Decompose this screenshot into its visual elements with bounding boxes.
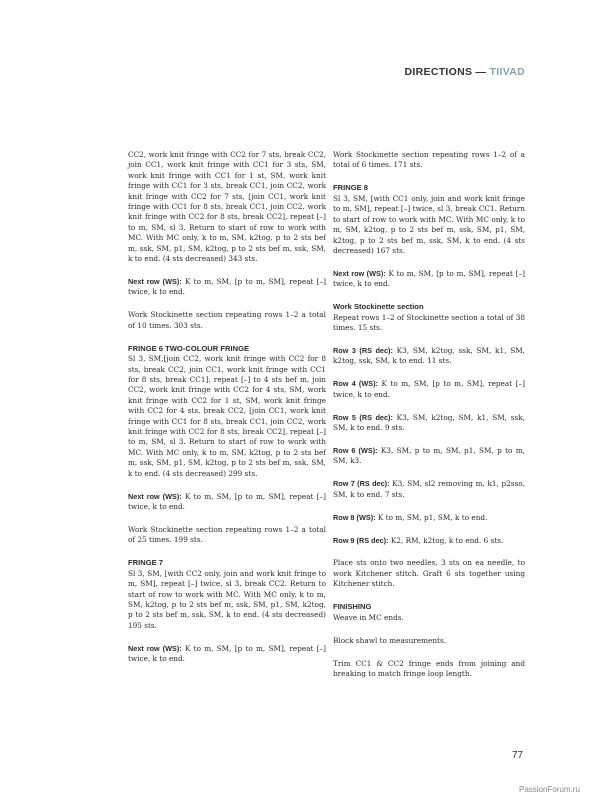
left-column	[128, 150, 326, 677]
section-text: Weave in MC ends.	[333, 612, 404, 622]
section	[333, 183, 525, 256]
paragraph	[333, 446, 525, 467]
section-text: Sl 3, SM, [with CC2 only, join and work knit fringe to m, SM], repeat [–] twice, sl 3, break CC2. Return to start of row to work with MC. With MC only, k to m, SM, k2tog, p to 2 sts bef m, ssk, SM, p1, SM, k2tog, p to 2 sts bef m, ssk, SM, k to end. (4 sts decreased) 195 sts.	[128, 568, 326, 630]
paragraph	[333, 479, 525, 500]
row-text: K3, SM, k2tog, SM, k1, SM, ssk, SM, k to end. 9 sts.	[333, 412, 525, 433]
row-label: Next row (WS):	[128, 643, 182, 653]
paragraph	[333, 269, 525, 290]
paragraph: Work Stockinette section repeating rows 1–2 a total of 25 times. 199 sts.	[128, 524, 326, 545]
paragraph: CC2, work knit fringe with CC2 for 7 sts, break CC2, join CC1, work knit fringe with CC1 for 3 sts, SM, work knit fringe with CC1 for 1 st, SM, work knit fringe with CC1 for 3 sts, break CC1, join CC2, work knit fringe with CC2 for 7 sts, [join CC1, work knit fringe with CC1 for 8 sts, break CC1, join CC2, work knit fringe with CC2 for 8 sts, break CC2], repeat [–] to m, SM, sl 3. Return to start of row to work with MC. With MC only, k to m, SM, k2tog, p to 2 sts bef m, ssk, SM, p1, SM, k2tog, p to 2 sts bef m, ssk, SM, k to end. (4 sts decreased) 343 sts.	[128, 150, 326, 264]
row-text: K to m, SM, [p to m, SM], repeat [–] twice, k to end.	[128, 491, 326, 511]
row-text: K to m, SM, [p to m, SM], repeat [–] twice, k to end.	[333, 379, 526, 399]
row-label: Row 8 (WS):	[333, 512, 376, 522]
section	[128, 344, 326, 479]
paragraph	[333, 513, 525, 523]
row-label: Row 3 (RS dec):	[333, 346, 393, 356]
header-pattern-name: TIIVAD	[489, 66, 525, 78]
paragraph	[333, 379, 525, 400]
row-label: Row 6 (WS):	[333, 446, 378, 455]
row-label: Row 5 (RS dec):	[333, 412, 393, 422]
row-text: K3, SM, sl2 removing m, k1, p2sso, SM, k to end. 7 sts.	[333, 479, 526, 499]
paragraph: Block shawl to measurements.	[333, 635, 447, 645]
section-heading: FINISHING	[333, 602, 372, 612]
row-text: K to m, SM, [p to m, SM], repeat [–] twice, k to end.	[128, 643, 326, 664]
row-text: K3, SM, p to m, SM, p1, SM, p to m, SM, k3.	[333, 446, 526, 466]
row-label: Row 9 (RS dec):	[333, 535, 389, 545]
header-section: DIRECTIONS	[404, 66, 473, 78]
paragraph	[333, 536, 525, 546]
right-column	[333, 150, 525, 692]
section	[333, 302, 525, 333]
row-text: K to m, SM, [p to m, SM], repeat [–] twice, k to end.	[333, 268, 525, 289]
row-text: K2, RM, k2tog, k to end. 6 sts.	[388, 535, 504, 545]
row-label: Next row (WS):	[128, 491, 182, 501]
paragraph: Work Stockinette section repeating rows 1–2 a total of 10 times. 303 sts.	[128, 310, 326, 330]
row-text: K to m, SM, [p to m, SM], repeat [–] twice, k to end.	[128, 276, 326, 297]
paragraph	[333, 413, 525, 434]
paragraph	[128, 492, 326, 513]
section-text: Sl 3, SM,[join CC2, work knit fringe with CC2 for 8 sts, break CC2, join CC1, work knit fringe with CC1 for 8 sts, break CC1], repeat [–] to 4 sts bef m, join CC2, work knit fringe with CC2 for 4 sts, SM, work knit fringe with CC2 for 1 st, SM, work knit fringe with CC2 for 4 sts, break CC2, [join CC1, work knit fringe with CC1 for 8 sts, break CC1, join CC2, work knit fringe with CC2 for 8 sts, break CC2], repeat [–] to m, SM, sl 3. Return to start of row to work with MC. With MC only, k to m, SM, k2tog, p to 2 sts bef m, ssk, SM, p1, SM, k2tog, p to 2 sts bef m, ssk, SM, k to end. (4 sts decreased) 299 sts.	[128, 354, 326, 478]
running-header	[405, 66, 525, 78]
paragraph: Place sts onto two needles, 3 sts on ea needle, to work Kitchener stitch. Graft 6 sts together using Kitchener stitch.	[333, 558, 525, 589]
paragraph: Trim CC1 & CC2 fringe ends from joining and breaking to match fringe loop length.	[333, 658, 525, 678]
header-separator: —	[472, 66, 490, 78]
section	[333, 602, 525, 623]
page-number: 77	[512, 750, 524, 761]
row-label: Next row (WS):	[333, 268, 386, 278]
section-text: Repeat rows 1–2 of Stockinette section a total of 38 times. 15 sts.	[333, 312, 525, 333]
row-text: K3, SM, k2tog, ssk, SM, k1, SM, k2tog, ssk, SM, k to end. 11 sts.	[333, 346, 525, 366]
paragraph	[333, 346, 525, 367]
paragraph	[128, 644, 326, 665]
row-label: Next row (WS):	[128, 276, 182, 286]
section-text: Sl 3, SM, [with CC1 only, join and work knit fringe to m, SM], repeat [–] twice, sl 3, break CC1. Return to start of row to work with MC. With MC only, k to m, SM, k2tog, p to 2 sts bef m, ssk, SM, p1, SM, k2tog, p to 2 sts bef m, ssk, SM, k to end. (4 sts decreased) 167 sts.	[333, 193, 525, 255]
section-heading: FRINGE 6 TWO-COLOUR FRINGE	[128, 343, 250, 353]
section	[128, 558, 326, 631]
watermark: PassionForum.ru	[519, 785, 580, 794]
row-label: Row 7 (RS dec):	[333, 479, 390, 489]
section-heading: Work Stockinette section	[333, 302, 424, 312]
section-heading: FRINGE 8	[333, 183, 369, 193]
row-label: Row 4 (WS):	[333, 379, 378, 389]
row-text: K to m, SM, p1, SM, k to end.	[375, 512, 488, 522]
section-heading: FRINGE 7	[128, 558, 164, 568]
paragraph: Work Stockinette section repeating rows 1–2 of a total of 6 times. 171 sts.	[333, 150, 525, 170]
paragraph	[128, 277, 326, 298]
